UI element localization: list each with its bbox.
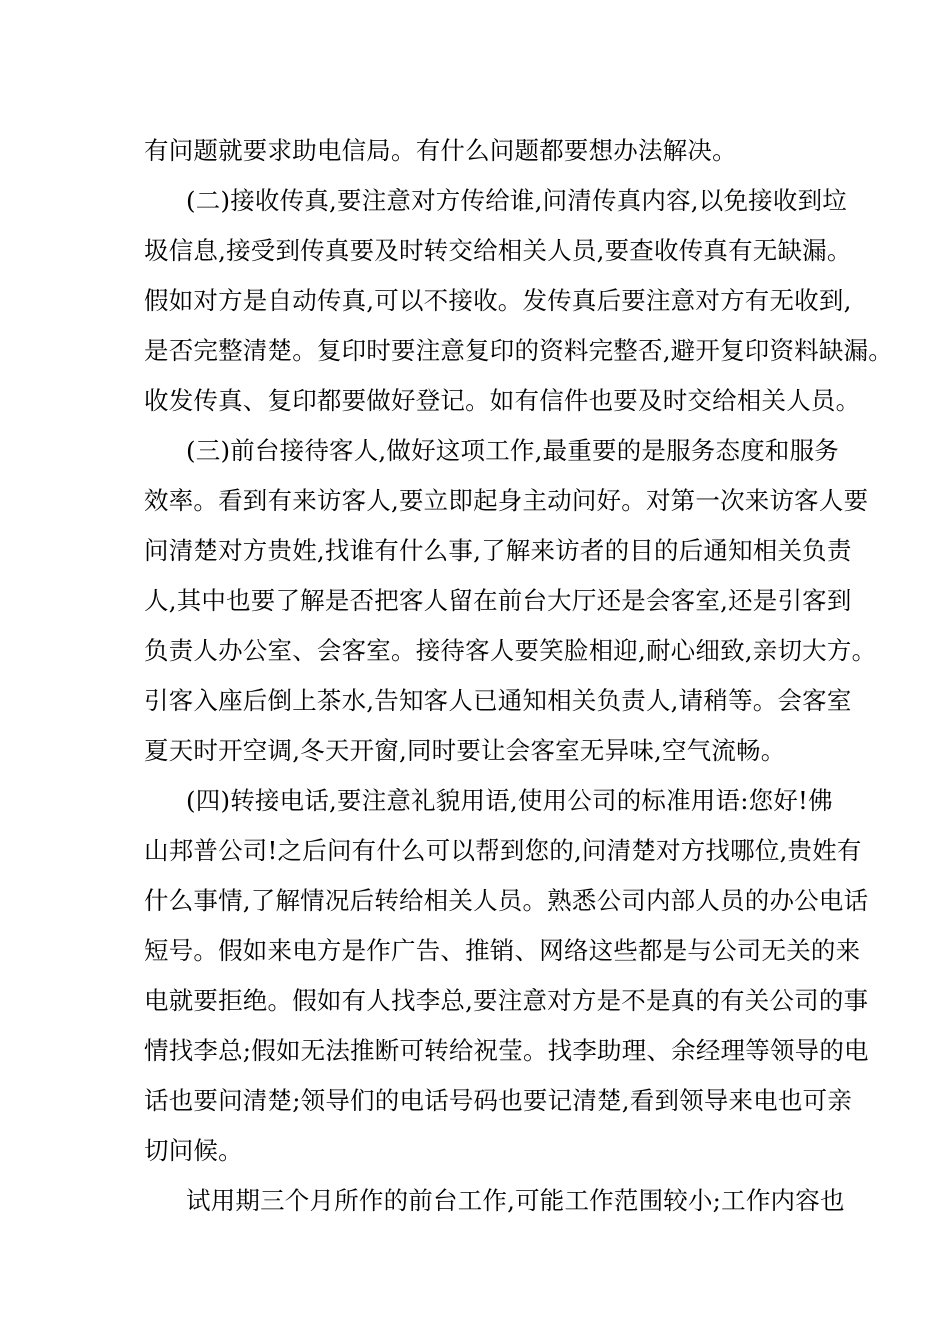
text-line: 是否完整清楚。复印时要注意复印的资料完整否,避开复印资料缺漏。: [144, 336, 893, 365]
text-line: 短号。假如来电方是作广告、推销、网络这些都是与公司无关的来: [144, 936, 861, 965]
text-line: 山邦普公司!之后问有什么可以帮到您的,问清楚对方找哪位,贵姓有: [144, 836, 862, 865]
text-line: 情找李总;假如无法推断可转给祝莹。找李助理、余经理等领导的电: [144, 1036, 869, 1065]
text-line: 试用期三个月所作的前台工作,可能工作范围较小;工作内容也: [186, 1186, 845, 1215]
text-line: 夏天时开空调,冬天开窗,同时要让会客室无异味,空气流畅。: [144, 736, 786, 765]
text-line: (四)转接电话,要注意礼貌用语,使用公司的标准用语:您好!佛: [186, 786, 833, 815]
text-line: 有问题就要求助电信局。有什么问题都要想办法解决。: [144, 136, 737, 165]
text-line: 收发传真、复印都要做好登记。如有信件也要及时交给相关人员。: [144, 386, 861, 415]
text-line: 什么事情,了解情况后转给相关人员。熟悉公司内部人员的办公电话: [144, 886, 869, 915]
text-line: (三)前台接待客人,做好这项工作,最重要的是服务态度和服务: [186, 436, 839, 465]
text-line: 问清楚对方贵姓,找谁有什么事,了解来访者的目的后通知相关负责: [144, 536, 852, 565]
text-line: 人,其中也要了解是否把客人留在前台大厅还是会客室,还是引客到: [144, 586, 852, 615]
text-line: 话也要问清楚;领导们的电话号码也要记清楚,看到领导来电也可亲: [144, 1086, 853, 1115]
text-line: 引客入座后倒上茶水,告知客人已通知相关负责人,请稍等。会客室: [144, 686, 852, 715]
text-line: 效率。看到有来访客人,要立即起身主动问好。对第一次来访客人要: [144, 486, 869, 515]
text-line: 电就要拒绝。假如有人找李总,要注意对方是不是真的有关公司的事: [144, 986, 869, 1015]
text-line: 圾信息,接受到传真要及时转交给相关人员,要查收传真有无缺漏。: [144, 236, 852, 265]
text-line: (二)接收传真,要注意对方传给谁,问清传真内容,以免接收到垃: [186, 186, 847, 215]
text-line: 切问候。: [144, 1136, 243, 1165]
text-line: 负责人办公室、会客室。接待客人要笑脸相迎,耐心细致,亲切大方。: [144, 636, 877, 665]
text-line: 假如对方是自动传真,可以不接收。发传真后要注意对方有无收到,: [144, 286, 852, 315]
